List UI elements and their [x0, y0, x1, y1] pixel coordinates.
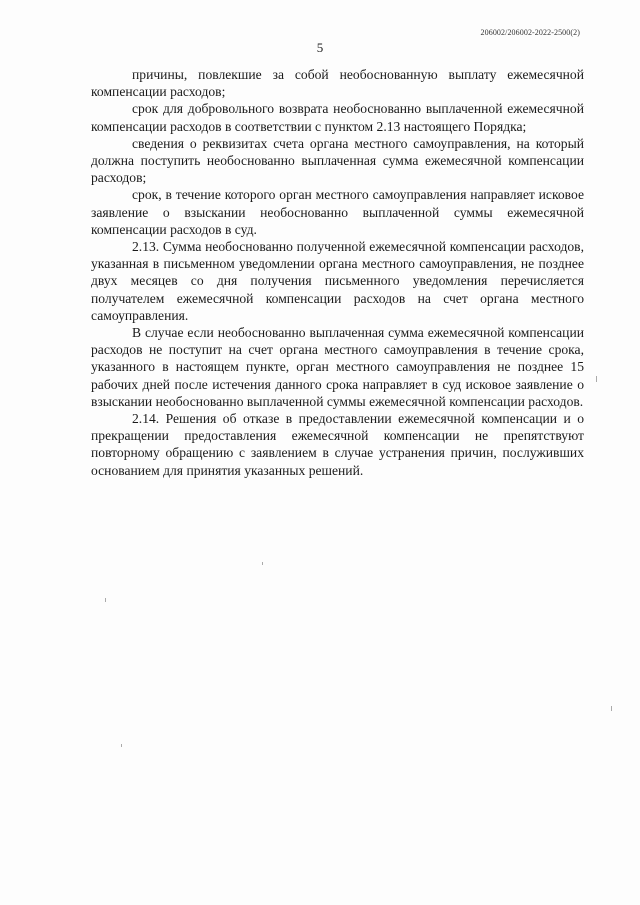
paragraph-clause-2-13: 2.13. Сумма необоснованно полученной ежемесячной компенсации расходов, указанная в письменном уведомлении органа местного самоуправления, не позднее двух месяцев со дня получения письменного уведомления перечисляется получателем ежемесячной компенсации расходов на счет органа местного самоуправления.	[91, 239, 584, 323]
document-body	[91, 66, 584, 479]
paragraph-lawsuit-deadline: срок, в течение которого орган местного самоуправления направляет исковое заявление о взыскании необоснованно выплаченной суммы ежемесячной компенсации расходов в суд.	[91, 187, 584, 237]
page-number: 5	[316, 40, 324, 55]
scan-speck	[262, 562, 263, 565]
scan-speck	[611, 706, 612, 711]
scan-speck	[596, 376, 597, 382]
paragraph-return-deadline: срок для добровольного возврата необоснованно выплаченной ежемесячной компенсации расходов в соответствии с пунктом 2.13 настоящего Порядка;	[91, 101, 584, 134]
scan-speck	[105, 598, 106, 602]
paragraph-clause-2-14: 2.14. Решения об отказе в предоставлении ежемесячной компенсации и о прекращении предоставления ежемесячной компенсации не препятствуют повторному обращению с заявлением в случае устранения причин, послуживших основанием для принятия указанных решений.	[91, 411, 584, 478]
paragraph-non-receipt: В случае если необоснованно выплаченная сумма ежемесячной компенсации расходов не поступит на счет органа местного самоуправления в течение срока, указанного в настоящем пункте, орган местного самоуправления не позднее 15 рабочих дней после истечения данного срока направляет в суд исковое заявление о взыскании необоснованно выплаченной суммы ежемесячной компенсации расходов.	[91, 325, 584, 409]
scan-speck	[121, 744, 122, 747]
document-registration-number: 206002/206002-2022-2500(2)	[480, 28, 580, 37]
paragraph-reasons: причины, повлекшие за собой необоснованную выплату ежемесячной компенсации расходов;	[91, 67, 584, 100]
paragraph-account-details: сведения о реквизитах счета органа местного самоуправления, на который должна поступить необоснованно выплаченная сумма ежемесячной компенсации расходов;	[91, 135, 584, 186]
